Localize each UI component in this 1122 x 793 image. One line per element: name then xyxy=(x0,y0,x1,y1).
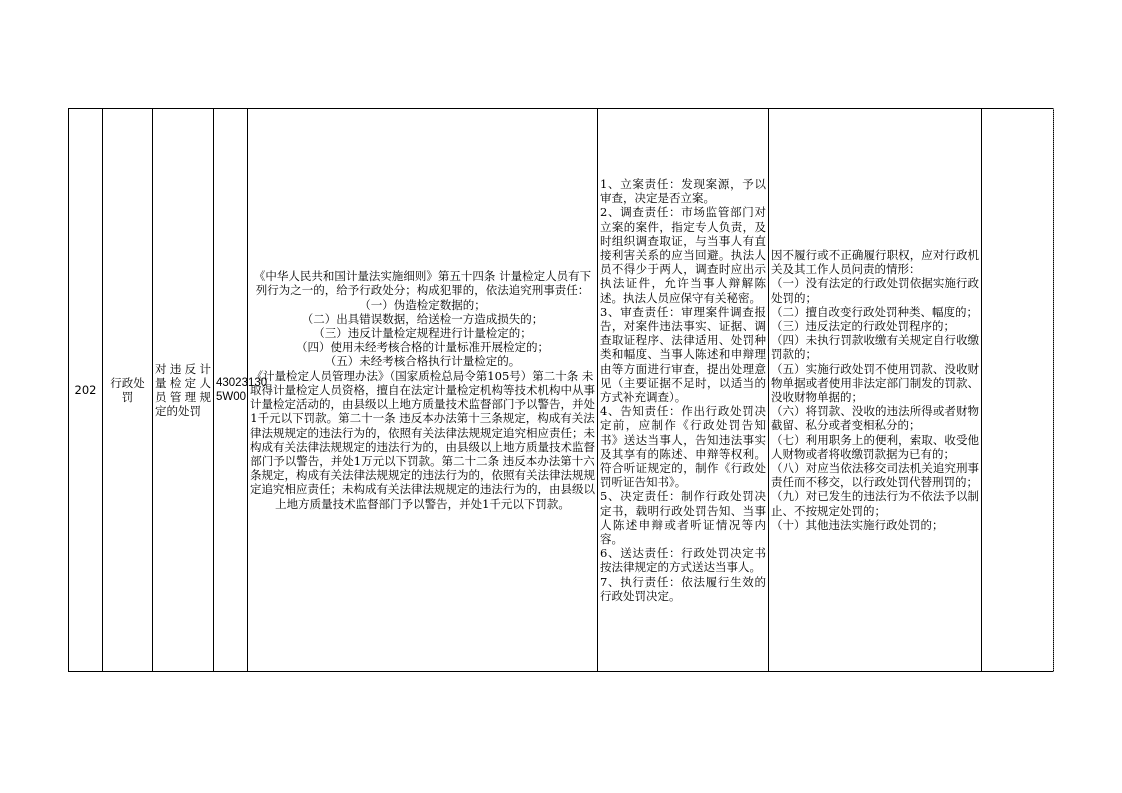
responsibility-cell xyxy=(598,109,769,672)
row-number-cell: 202 xyxy=(69,109,103,672)
legal-basis-cell xyxy=(248,109,598,672)
category-cell: 行政处罚 xyxy=(103,109,153,672)
accountability-item: （七）利用职务上的便利，索取、收受他人财物或者将收缴罚款据为已有的； xyxy=(771,432,979,461)
power-list-table xyxy=(68,108,1054,672)
accountability-item: （五）实施行政处罚不使用罚款、没收财物单据或者使用非法定部门制发的罚款、没收财物单据的； xyxy=(771,361,979,404)
table-row xyxy=(69,109,1054,672)
basis-paragraph: （三）违反计量检定规程进行计量检定的； xyxy=(313,326,532,341)
accountability-item: （九）对已发生的违法行为不依法予以制止、不按规定处罚的； xyxy=(771,489,979,518)
accountability-cell xyxy=(769,109,982,672)
item-code-cell: 43023130 5W00 xyxy=(214,109,248,672)
item-name-cell: 对违反计量检定人员管理规定的处罚 xyxy=(153,109,214,672)
responsibility-item: 4、告知责任：作出行政处罚决定前，应制作《行政处罚告知书》送达当事人，告知违法事实及其享有的陈述、申辩等权利。符合听证规定的，制作《行政处罚听证告知书》。 xyxy=(600,404,766,490)
accountability-item: （二）擅自改变行政处罚种类、幅度的； xyxy=(771,304,978,319)
accountability-item: （十）其他违法实施行政处罚的； xyxy=(771,517,944,532)
basis-paragraph: 《计量检定人员管理办法》（国家质检总局令第105号）第二十条 未取得计量检定人员资格，擅自在法定计量检定机构等技术机构中从事计量检定活动的，由县级以上地方质量技术监督部门予以警告，并处1千元以下罚款。第二十一条 违反本办法第十三条规定，构成有关法律法规规定的违法行为的，依照有关法律法规规定追究相应责任；未构成有关法律法规规定的违法行为的，由县级以上地方质量技术监督部门予以警告，并处1万元以下罚款。第二十二条 违反本办法第十六条规定，构成有关法律法规规定的违法行为的，依照有关法律法规规定追究相应责任；未构成有关法律法规规定的违法行为的，由县级以上地方质量技术监督部门予以警告，并处1千元以下罚款。 xyxy=(250,368,595,511)
accountability-item: （六）将罚款、没收的违法所得或者财物截留、私分或者变相私分的； xyxy=(771,404,979,433)
responsibility-item: 3、审查责任：审理案件调查报告，对案件违法事实、证据、调查取证程序、法律适用、处罚种类和幅度、当事人陈述和申辩理由等方面进行审查，提出处理意见（主要证据不足时，以适当的方式补充调查）。 xyxy=(600,304,766,404)
accountability-item: 因不履行或不正确履行职权，应对行政机关及其工作人员问责的情形： xyxy=(771,247,979,277)
responsibility-item: 7、执行责任：依法履行生效的行政处罚决定。 xyxy=(600,574,766,603)
responsibility-item: 6、送达责任：行政处罚决定书按法律规定的方式送达当事人。 xyxy=(600,546,766,575)
basis-paragraph: 《中华人民共和国计量法实施细则》第五十四条 计量检定人员有下列行为之一的，给予行政处分；构成犯罪的，依法追究刑事责任： xyxy=(253,269,592,298)
page-margin-guide xyxy=(1053,108,1054,672)
basis-paragraph: （二）出具错误数据，给送检一方造成损失的； xyxy=(301,311,544,326)
accountability-item: （四）未执行罚款收缴有关规定自行收缴罚款的； xyxy=(771,333,979,362)
responsibility-item: 2、调查责任：市场监管部门对立案的案件，指定专人负责，及时组织调查取证，与当事人有直接利害关系的应当回避。执法人员不得少于两人，调查时应出示执法证件，允许当事人辩解陈述。执法人员应保守有关秘密。 xyxy=(600,205,766,305)
responsibility-item: 5、决定责任：制作行政处罚决定书，载明行政处罚告知、当事人陈述申辩或者听证情况等内容。 xyxy=(600,489,766,547)
basis-paragraph: （五）未经考核合格执行计量检定的。 xyxy=(324,354,521,369)
basis-paragraph: （一）伪造检定数据的； xyxy=(359,297,486,312)
responsibility-item: 1、立案责任：发现案源，予以审查，决定是否立案。 xyxy=(600,176,766,206)
basis-paragraph: （四）使用未经考核合格的计量标准开展检定的； xyxy=(296,340,549,355)
remarks-cell xyxy=(982,109,1054,672)
accountability-item: （一）没有法定的行政处罚依据实施行政处罚的； xyxy=(771,276,979,305)
accountability-item: （八）对应当依法移交司法机关追究刑事责任而不移交，以行政处罚代替刑罚的； xyxy=(771,461,979,490)
accountability-item: （三）违反法定的行政处罚程序的； xyxy=(771,318,955,333)
